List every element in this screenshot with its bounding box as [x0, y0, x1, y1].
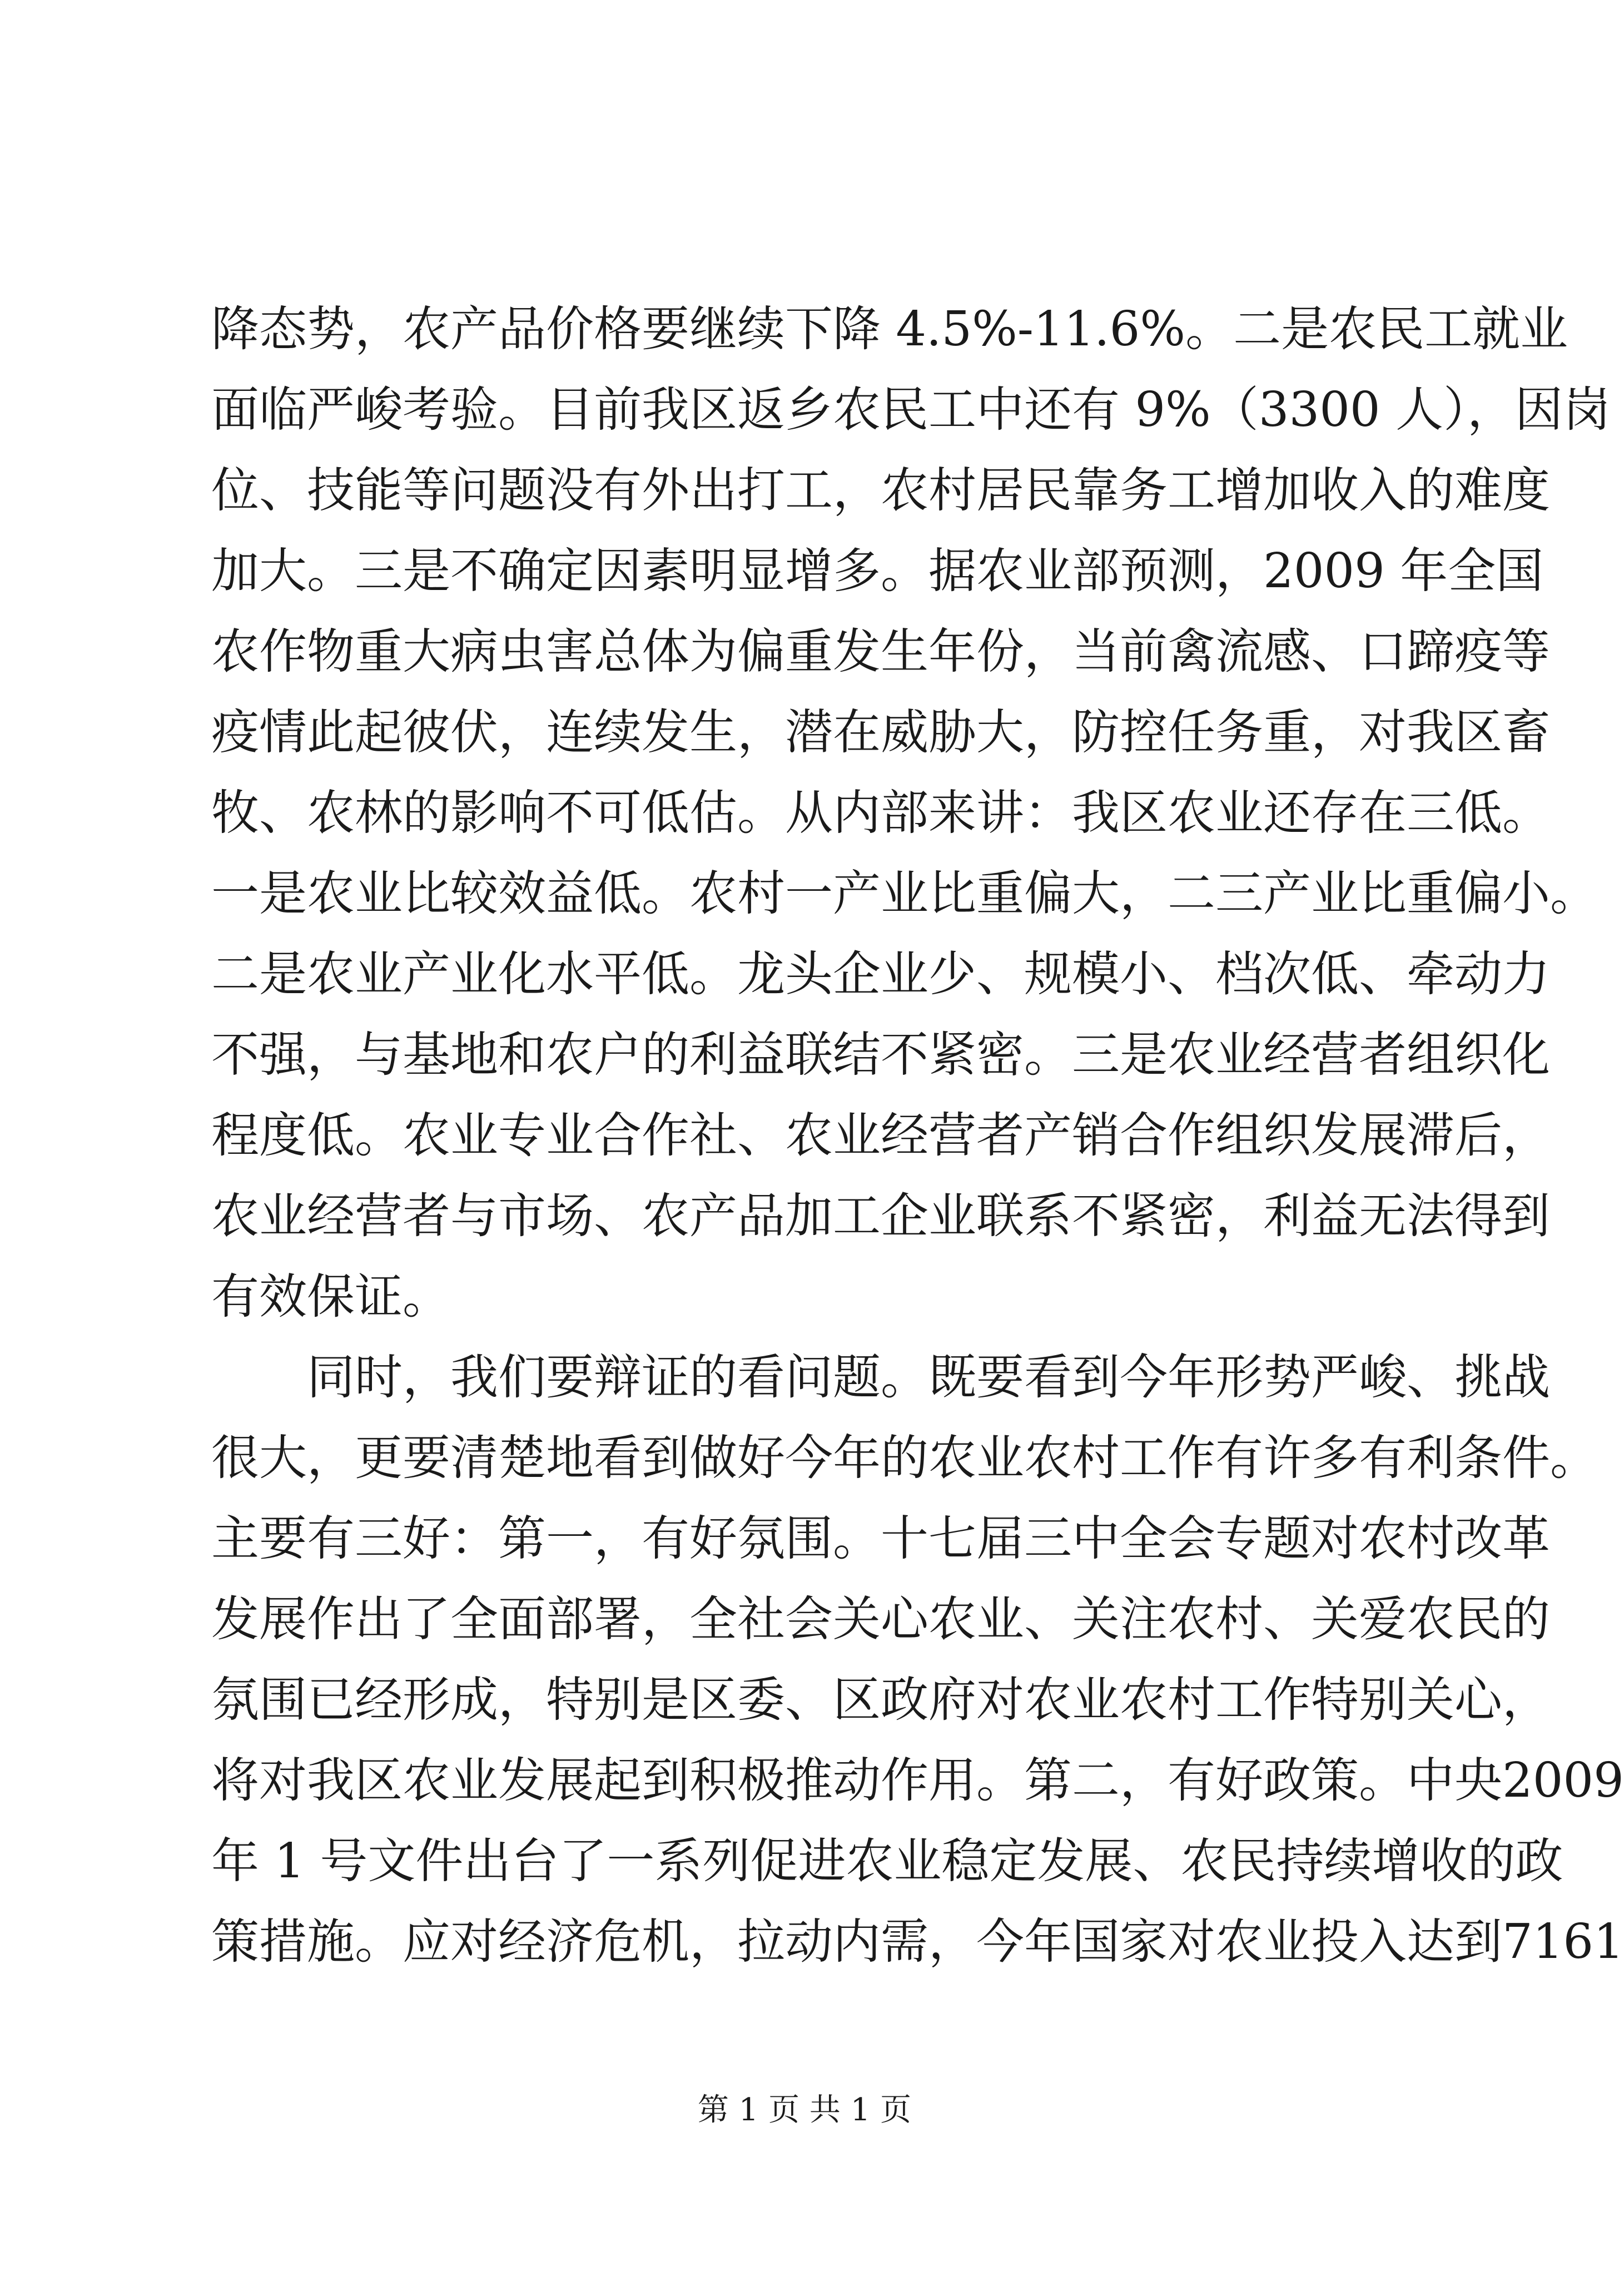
body-text: [211, 289, 1624, 1982]
text-line: 农作物重大病虫害总体为偏重发生年份，当前禽流感、口蹄疫等: [211, 624, 1550, 680]
text-line: 不强，与基地和农户的利益联结不紧密。三是农业经营者组织化: [211, 1027, 1550, 1083]
text-line: 同时，我们要辩证的看问题。既要看到今年形势严峻、挑战: [307, 1350, 1550, 1405]
text-line: 程度低。农业专业合作社、农业经营者产销合作组织发展滞后，: [211, 1108, 1550, 1163]
text-line: 很大，更要清楚地看到做好今年的农业农村工作有许多有利条件。: [211, 1430, 1598, 1486]
text-line: 牧、农林的影响不可低估。从内部来讲：我区农业还存在三低。: [211, 785, 1550, 841]
page-footer: 第 1 页 共 1 页: [697, 2092, 912, 2128]
text-line: 加大。三是不确定因素明显增多。据农业部预测，2009 年全国: [211, 543, 1544, 599]
text-line: 策措施。应对经济危机，拉动内需，今年国家对农业投入达到7161: [211, 1914, 1624, 1970]
text-line: 二是农业产业化水平低。龙头企业少、规模小、档次低、牵动力: [211, 946, 1550, 1002]
text-line: 氛围已经形成，特别是区委、区政府对农业农村工作特别关心，: [211, 1672, 1550, 1728]
text-line: 降态势，农产品价格要继续下降 4.5%-11.6%。二是农民工就业: [211, 301, 1568, 357]
text-line: 将对我区农业发展起到积极推动作用。第二，有好政策。中央2009: [211, 1753, 1624, 1808]
text-line: 发展作出了全面部署，全社会关心农业、关注农村、关爱农民的: [211, 1591, 1550, 1647]
text-line: 年 1 号文件出台了一系列促进农业稳定发展、农民持续增收的政: [211, 1833, 1563, 1889]
text-line: 主要有三好：第一，有好氛围。十七届三中全会专题对农村改革: [211, 1511, 1550, 1566]
text-line: 一是农业比较效益低。农村一产业比重偏大，二三产业比重偏小。: [211, 866, 1598, 921]
text-line: 位、技能等问题没有外出打工，农村居民靠务工增加收入的难度: [211, 463, 1550, 518]
text-line: 面临严峻考验。目前我区返乡农民工中还有 9%（3300 人），因岗: [211, 382, 1611, 438]
text-line: 农业经营者与市场、农产品加工企业联系不紧密，利益无法得到: [211, 1188, 1550, 1244]
text-line: 疫情此起彼伏，连续发生，潜在威胁大，防控任务重，对我区畜: [211, 705, 1550, 760]
text-line: 有效保证。: [211, 1269, 450, 1325]
